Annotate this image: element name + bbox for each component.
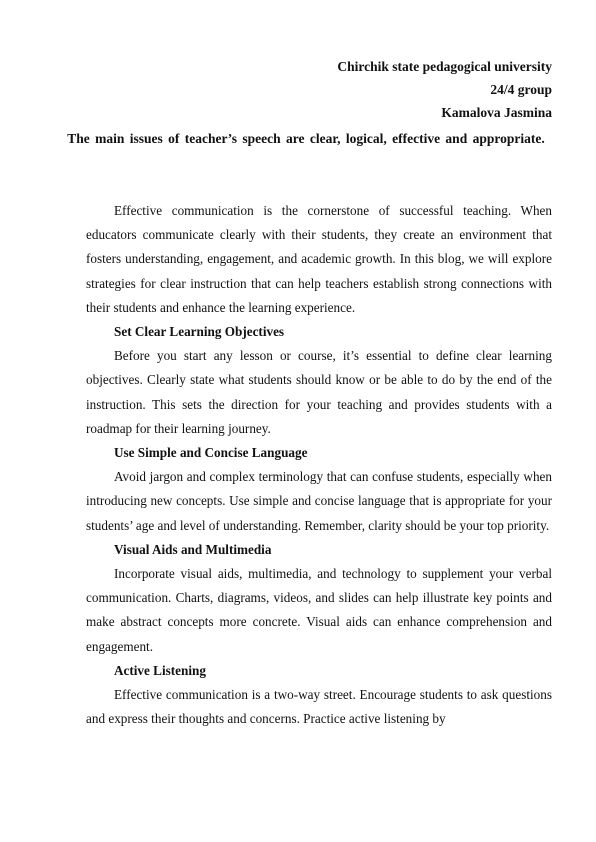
section-paragraph-visual-aids: Incorporate visual aids, multimedia, and technology to supplement your verbal communication. Charts, diagrams, videos, and slides can help illustrate key points and make abstract concepts more concrete. Visual aids can enhance comprehension and engagement. [86, 566, 552, 654]
document-body [86, 199, 552, 731]
section-heading-active-listening: Active Listening [114, 662, 206, 678]
section-paragraph-active-listening: Effective communication is a two-way street. Encourage students to ask questions and express their thoughts and concerns. Practice active listening by [86, 687, 552, 727]
author-name: Kamalova Jasmina [441, 105, 552, 120]
university-name: Chirchik state pedagogical university [337, 59, 552, 74]
section-heading-objectives: Set Clear Learning Objectives [114, 324, 285, 340]
document-title: The main issues of teacher’s speech are clear, logical, effective and appropriate. [67, 131, 545, 146]
group-number: 24/4 group [490, 82, 552, 97]
intro-paragraph: Effective communication is the cornerstone of successful teaching. When educators communicate clearly with their students, they create an environment that fosters understanding, engagement, and academic growth. In this blog, we will explore strategies for clear instruction that can help teachers establish strong connections with their students and enhance the learning experience. [86, 203, 552, 315]
section-paragraph-objectives: Before you start any lesson or course, it’s essential to define clear learning objectives. Clearly state what students should know or be able to do by the end of the instruction. This sets the direction for your teaching and provides students with a roadmap for their learning journey. [86, 348, 552, 436]
section-heading-language: Use Simple and Concise Language [114, 445, 308, 461]
section-heading-visual-aids: Visual Aids and Multimedia [114, 541, 272, 557]
section-paragraph-language: Avoid jargon and complex terminology that can confuse students, especially when introducing new concepts. Use simple and concise language that is appropriate for your students’ age and level of understanding. Remember, clarity should be your top priority. [86, 469, 552, 533]
